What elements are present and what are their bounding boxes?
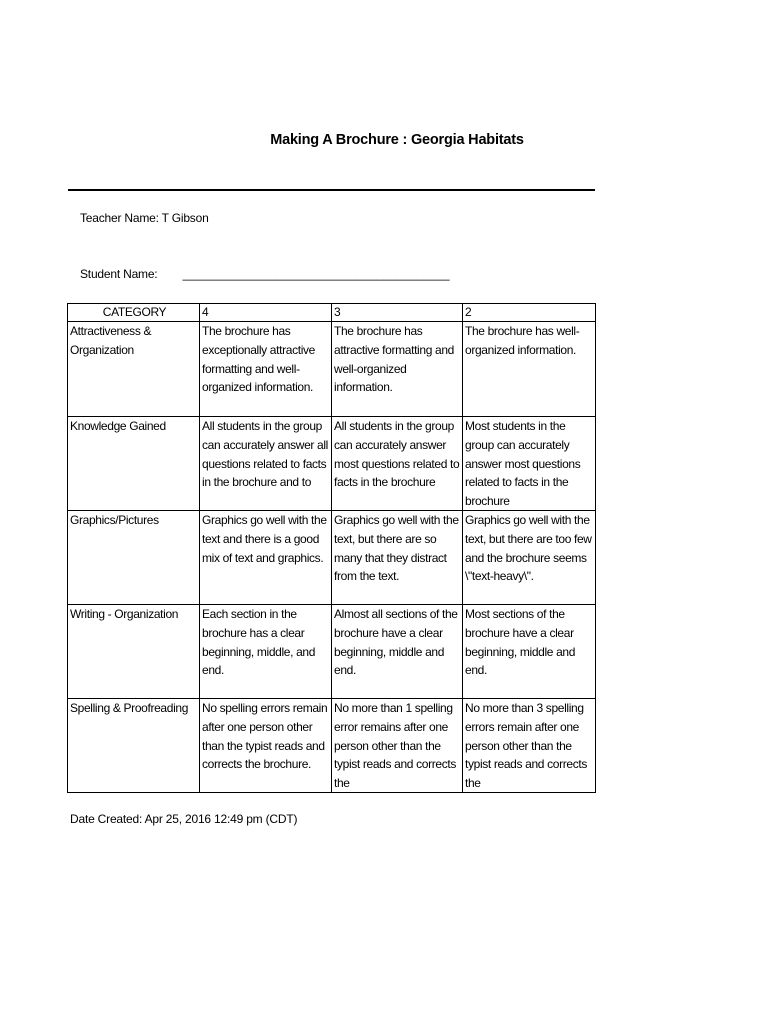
table-row <box>68 605 596 699</box>
table-row <box>68 417 596 511</box>
score-4-text: All students in the group can accurately answer all questions related to facts in the brochure and to <box>202 419 328 490</box>
score-4-text: No spelling errors remain after one person other than the typist reads and corrects the brochure. <box>202 701 328 772</box>
score-2-text: Most students in the group can accurately answer most questions related to facts in the brochure <box>465 419 581 509</box>
score-2-cell <box>463 511 596 605</box>
score-2-cell <box>463 605 596 699</box>
title-divider <box>68 189 595 191</box>
score-3-cell <box>332 511 463 605</box>
category-cell <box>68 605 200 699</box>
category-cell <box>68 417 200 511</box>
header-category: CATEGORY <box>68 304 200 322</box>
category-cell <box>68 699 200 793</box>
score-4-cell <box>200 511 332 605</box>
score-3-cell <box>332 605 463 699</box>
category-text: Attractiveness & Organization <box>70 324 152 357</box>
table-row <box>68 699 596 793</box>
category-text: Writing - Organization <box>70 607 179 621</box>
score-2-text: Most sections of the brochure have a clear beginning, middle and end. <box>465 607 576 678</box>
score-4-cell <box>200 417 332 511</box>
score-3-text: All students in the group can accurately answer most questions related to facts in the brochure <box>334 419 460 490</box>
category-cell <box>68 322 200 417</box>
table-row <box>68 322 596 417</box>
score-3-text: Almost all sections of the brochure have a clear beginning, middle and end. <box>334 607 458 678</box>
score-3-text: Graphics go well with the text, but there are so many that they distract from the text. <box>334 513 459 584</box>
score-2-cell <box>463 417 596 511</box>
score-2-cell <box>463 699 596 793</box>
score-3-cell <box>332 699 463 793</box>
score-2-text: Graphics go well with the text, but there are too few and the brochure seems \"text-heavy\". <box>465 513 592 584</box>
header-score-2: 2 <box>463 304 596 322</box>
teacher-name: Teacher Name: T Gibson <box>80 211 209 225</box>
rubric-table <box>67 303 596 793</box>
score-4-text: The brochure has exceptionally attractive formatting and well-organized information. <box>202 324 315 395</box>
header-score-3: 3 <box>332 304 463 322</box>
category-text: Knowledge Gained <box>70 419 166 433</box>
student-name-label: Student Name: <box>80 267 158 281</box>
score-2-text: No more than 3 spelling errors remain after one person other than the typist reads and corrects the <box>465 701 587 791</box>
score-4-text: Graphics go well with the text and there is a good mix of text and graphics. <box>202 513 327 565</box>
category-cell <box>68 511 200 605</box>
category-text: Spelling & Proofreading <box>70 701 189 715</box>
score-3-cell <box>332 322 463 417</box>
rubric-header-row <box>68 304 596 322</box>
score-4-text: Each section in the brochure has a clear beginning, middle, and end. <box>202 607 316 678</box>
table-row <box>68 511 596 605</box>
document-title: Making A Brochure : Georgia Habitats <box>270 132 524 148</box>
header-score-4: 4 <box>200 304 332 322</box>
score-3-text: The brochure has attractive formatting and well-organized information. <box>334 324 454 395</box>
score-2-cell <box>463 322 596 417</box>
student-name-blank: ________________________________________ <box>182 267 450 281</box>
score-4-cell <box>200 699 332 793</box>
score-3-cell <box>332 417 463 511</box>
category-text: Graphics/Pictures <box>70 513 159 527</box>
student-name-line <box>80 267 450 281</box>
date-created: Date Created: Apr 25, 2016 12:49 pm (CDT) <box>70 812 298 826</box>
score-4-cell <box>200 322 332 417</box>
score-4-cell <box>200 605 332 699</box>
score-3-text: No more than 1 spelling error remains after one person other than the typist reads and corrects the <box>334 701 456 791</box>
score-2-text: The brochure has well-organized information. <box>465 324 580 357</box>
